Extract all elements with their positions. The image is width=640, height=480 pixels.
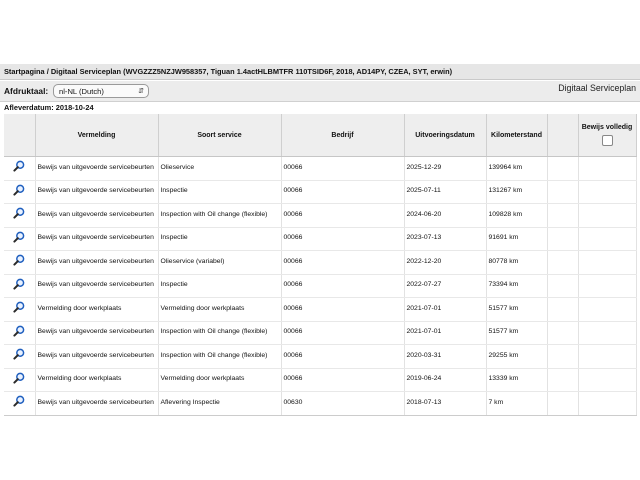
magnifier-icon[interactable] xyxy=(13,325,25,337)
cell-soort-service: Vermelding door werkplaats xyxy=(158,368,281,392)
cell-bedrijf: 00066 xyxy=(281,180,404,204)
row-action-cell xyxy=(4,298,35,322)
cell-kilometerstand: 51577 km xyxy=(486,298,547,322)
magnifier-icon[interactable] xyxy=(13,184,25,196)
cell-uitvoeringsdatum: 2020-03-31 xyxy=(404,345,486,369)
cell-kilometerstand: 13339 km xyxy=(486,368,547,392)
cell-bedrijf: 00066 xyxy=(281,251,404,275)
cell-kilometerstand: 51577 km xyxy=(486,321,547,345)
table-row[interactable] xyxy=(4,204,636,228)
header-icon-col xyxy=(4,114,35,157)
cell-vermelding: Bewijs van uitgevoerde servicebeurten xyxy=(35,251,158,275)
cell-empty xyxy=(547,345,578,369)
cell-empty xyxy=(547,298,578,322)
table-row[interactable] xyxy=(4,298,636,322)
cell-bedrijf: 00066 xyxy=(281,157,404,181)
cell-vermelding: Vermelding door werkplaats xyxy=(35,368,158,392)
cell-soort-service: Inspection with Oil change (flexible) xyxy=(158,321,281,345)
cell-vermelding: Vermelding door werkplaats xyxy=(35,298,158,322)
table-header-row xyxy=(4,114,636,157)
cell-bewijs-volledig xyxy=(578,368,636,392)
delivery-date: Afleverdatum: 2018-10-24 xyxy=(4,103,94,112)
row-action-cell xyxy=(4,345,35,369)
breadcrumb: Startpagina / Digitaal Serviceplan (WVGZZZ5NZJW958357, Tiguan 1.4actHLBMTFR 110TSID6F, 2018, AD14PY, CZEA, SYT, erwin) xyxy=(0,64,640,80)
magnifier-icon[interactable] xyxy=(13,207,25,219)
cell-uitvoeringsdatum: 2022-07-27 xyxy=(404,274,486,298)
cell-vermelding: Bewijs van uitgevoerde servicebeurten xyxy=(35,321,158,345)
table-row[interactable] xyxy=(4,180,636,204)
table-row[interactable] xyxy=(4,345,636,369)
table-row[interactable] xyxy=(4,392,636,416)
cell-kilometerstand: 109828 km xyxy=(486,204,547,228)
language-select-value: nl-NL (Dutch) xyxy=(59,87,104,96)
magnifier-icon[interactable] xyxy=(13,231,25,243)
cell-bedrijf: 00066 xyxy=(281,227,404,251)
language-select[interactable] xyxy=(53,84,149,98)
cell-bedrijf: 00066 xyxy=(281,274,404,298)
cell-uitvoeringsdatum: 2021-07-01 xyxy=(404,298,486,322)
row-action-cell xyxy=(4,251,35,275)
header-soort-service[interactable]: Soort service xyxy=(158,114,281,157)
cell-empty xyxy=(547,251,578,275)
cell-bewijs-volledig xyxy=(578,274,636,298)
chevron-updown-icon: ⇵ xyxy=(138,88,144,95)
magnifier-icon[interactable] xyxy=(13,254,25,266)
row-action-cell xyxy=(4,392,35,416)
cell-bewijs-volledig xyxy=(578,204,636,228)
cell-uitvoeringsdatum: 2025-07-11 xyxy=(404,180,486,204)
header-uitvoeringsdatum[interactable]: Uitvoeringsdatum xyxy=(404,114,486,157)
cell-soort-service: Inspectie xyxy=(158,180,281,204)
cell-bedrijf: 00630 xyxy=(281,392,404,416)
cell-kilometerstand: 139964 km xyxy=(486,157,547,181)
row-action-cell xyxy=(4,180,35,204)
row-action-cell xyxy=(4,204,35,228)
cell-kilometerstand: 7 km xyxy=(486,392,547,416)
cell-vermelding: Bewijs van uitgevoerde servicebeurten xyxy=(35,345,158,369)
cell-empty xyxy=(547,227,578,251)
cell-empty xyxy=(547,157,578,181)
cell-soort-service: Vermelding door werkplaats xyxy=(158,298,281,322)
page-title: Digitaal Serviceplan xyxy=(558,83,636,93)
bewijs-volledig-label: Bewijs volledig xyxy=(581,123,633,131)
cell-bewijs-volledig xyxy=(578,345,636,369)
cell-uitvoeringsdatum: 2025-12-29 xyxy=(404,157,486,181)
magnifier-icon[interactable] xyxy=(13,301,25,313)
magnifier-icon[interactable] xyxy=(13,348,25,360)
cell-soort-service: Inspectie xyxy=(158,274,281,298)
cell-soort-service: Inspection with Oil change (flexible) xyxy=(158,345,281,369)
magnifier-icon[interactable] xyxy=(13,372,25,384)
table-row[interactable] xyxy=(4,368,636,392)
cell-uitvoeringsdatum: 2024-06-20 xyxy=(404,204,486,228)
cell-bewijs-volledig xyxy=(578,392,636,416)
cell-uitvoeringsdatum: 2022-12-20 xyxy=(404,251,486,275)
row-action-cell xyxy=(4,157,35,181)
cell-empty xyxy=(547,204,578,228)
cell-empty xyxy=(547,368,578,392)
magnifier-icon[interactable] xyxy=(13,160,25,172)
table-row[interactable] xyxy=(4,227,636,251)
cell-vermelding: Bewijs van uitgevoerde servicebeurten xyxy=(35,392,158,416)
cell-bewijs-volledig xyxy=(578,251,636,275)
header-vermelding[interactable]: Vermelding xyxy=(35,114,158,157)
cell-bedrijf: 00066 xyxy=(281,345,404,369)
cell-vermelding: Bewijs van uitgevoerde servicebeurten xyxy=(35,274,158,298)
cell-empty xyxy=(547,274,578,298)
language-label: Afdruktaal: xyxy=(4,86,49,96)
cell-empty xyxy=(547,392,578,416)
header-kilometerstand[interactable]: Kilometerstand xyxy=(486,114,547,157)
magnifier-icon[interactable] xyxy=(13,278,25,290)
cell-bewijs-volledig xyxy=(578,180,636,204)
cell-bewijs-volledig xyxy=(578,227,636,251)
table-row[interactable] xyxy=(4,321,636,345)
cell-soort-service: Inspectie xyxy=(158,227,281,251)
cell-uitvoeringsdatum: 2019-06-24 xyxy=(404,368,486,392)
cell-vermelding: Bewijs van uitgevoerde servicebeurten xyxy=(35,204,158,228)
cell-kilometerstand: 131267 km xyxy=(486,180,547,204)
cell-bedrijf: 00066 xyxy=(281,298,404,322)
cell-soort-service: Olieservice (variabel) xyxy=(158,251,281,275)
cell-kilometerstand: 73394 km xyxy=(486,274,547,298)
cell-soort-service: Olieservice xyxy=(158,157,281,181)
header-bedrijf[interactable]: Bedrijf xyxy=(281,114,404,157)
table-row[interactable] xyxy=(4,251,636,275)
magnifier-icon[interactable] xyxy=(13,395,25,407)
cell-bedrijf: 00066 xyxy=(281,368,404,392)
cell-bedrijf: 00066 xyxy=(281,204,404,228)
cell-uitvoeringsdatum: 2023-07-13 xyxy=(404,227,486,251)
cell-kilometerstand: 80778 km xyxy=(486,251,547,275)
cell-bewijs-volledig xyxy=(578,298,636,322)
cell-bewijs-volledig xyxy=(578,157,636,181)
cell-bedrijf: 00066 xyxy=(281,321,404,345)
table-row[interactable] xyxy=(4,274,636,298)
cell-soort-service: Inspection with Oil change (flexible) xyxy=(158,204,281,228)
cell-uitvoeringsdatum: 2021-07-01 xyxy=(404,321,486,345)
row-action-cell xyxy=(4,274,35,298)
cell-empty xyxy=(547,321,578,345)
service-plan-table xyxy=(4,114,637,416)
cell-kilometerstand: 29255 km xyxy=(486,345,547,369)
cell-bewijs-volledig xyxy=(578,321,636,345)
cell-vermelding: Bewijs van uitgevoerde servicebeurten xyxy=(35,180,158,204)
header-bewijs-volledig xyxy=(578,114,636,157)
cell-vermelding: Bewijs van uitgevoerde servicebeurten xyxy=(35,157,158,181)
bewijs-volledig-checkbox[interactable] xyxy=(602,135,613,146)
table-row[interactable] xyxy=(4,157,636,181)
row-action-cell xyxy=(4,368,35,392)
cell-empty xyxy=(547,180,578,204)
header-empty-col xyxy=(547,114,578,157)
row-action-cell xyxy=(4,321,35,345)
row-action-cell xyxy=(4,227,35,251)
cell-kilometerstand: 91691 km xyxy=(486,227,547,251)
cell-soort-service: Aflevering Inspectie xyxy=(158,392,281,416)
toolbar xyxy=(0,81,640,102)
cell-vermelding: Bewijs van uitgevoerde servicebeurten xyxy=(35,227,158,251)
cell-uitvoeringsdatum: 2018-07-13 xyxy=(404,392,486,416)
